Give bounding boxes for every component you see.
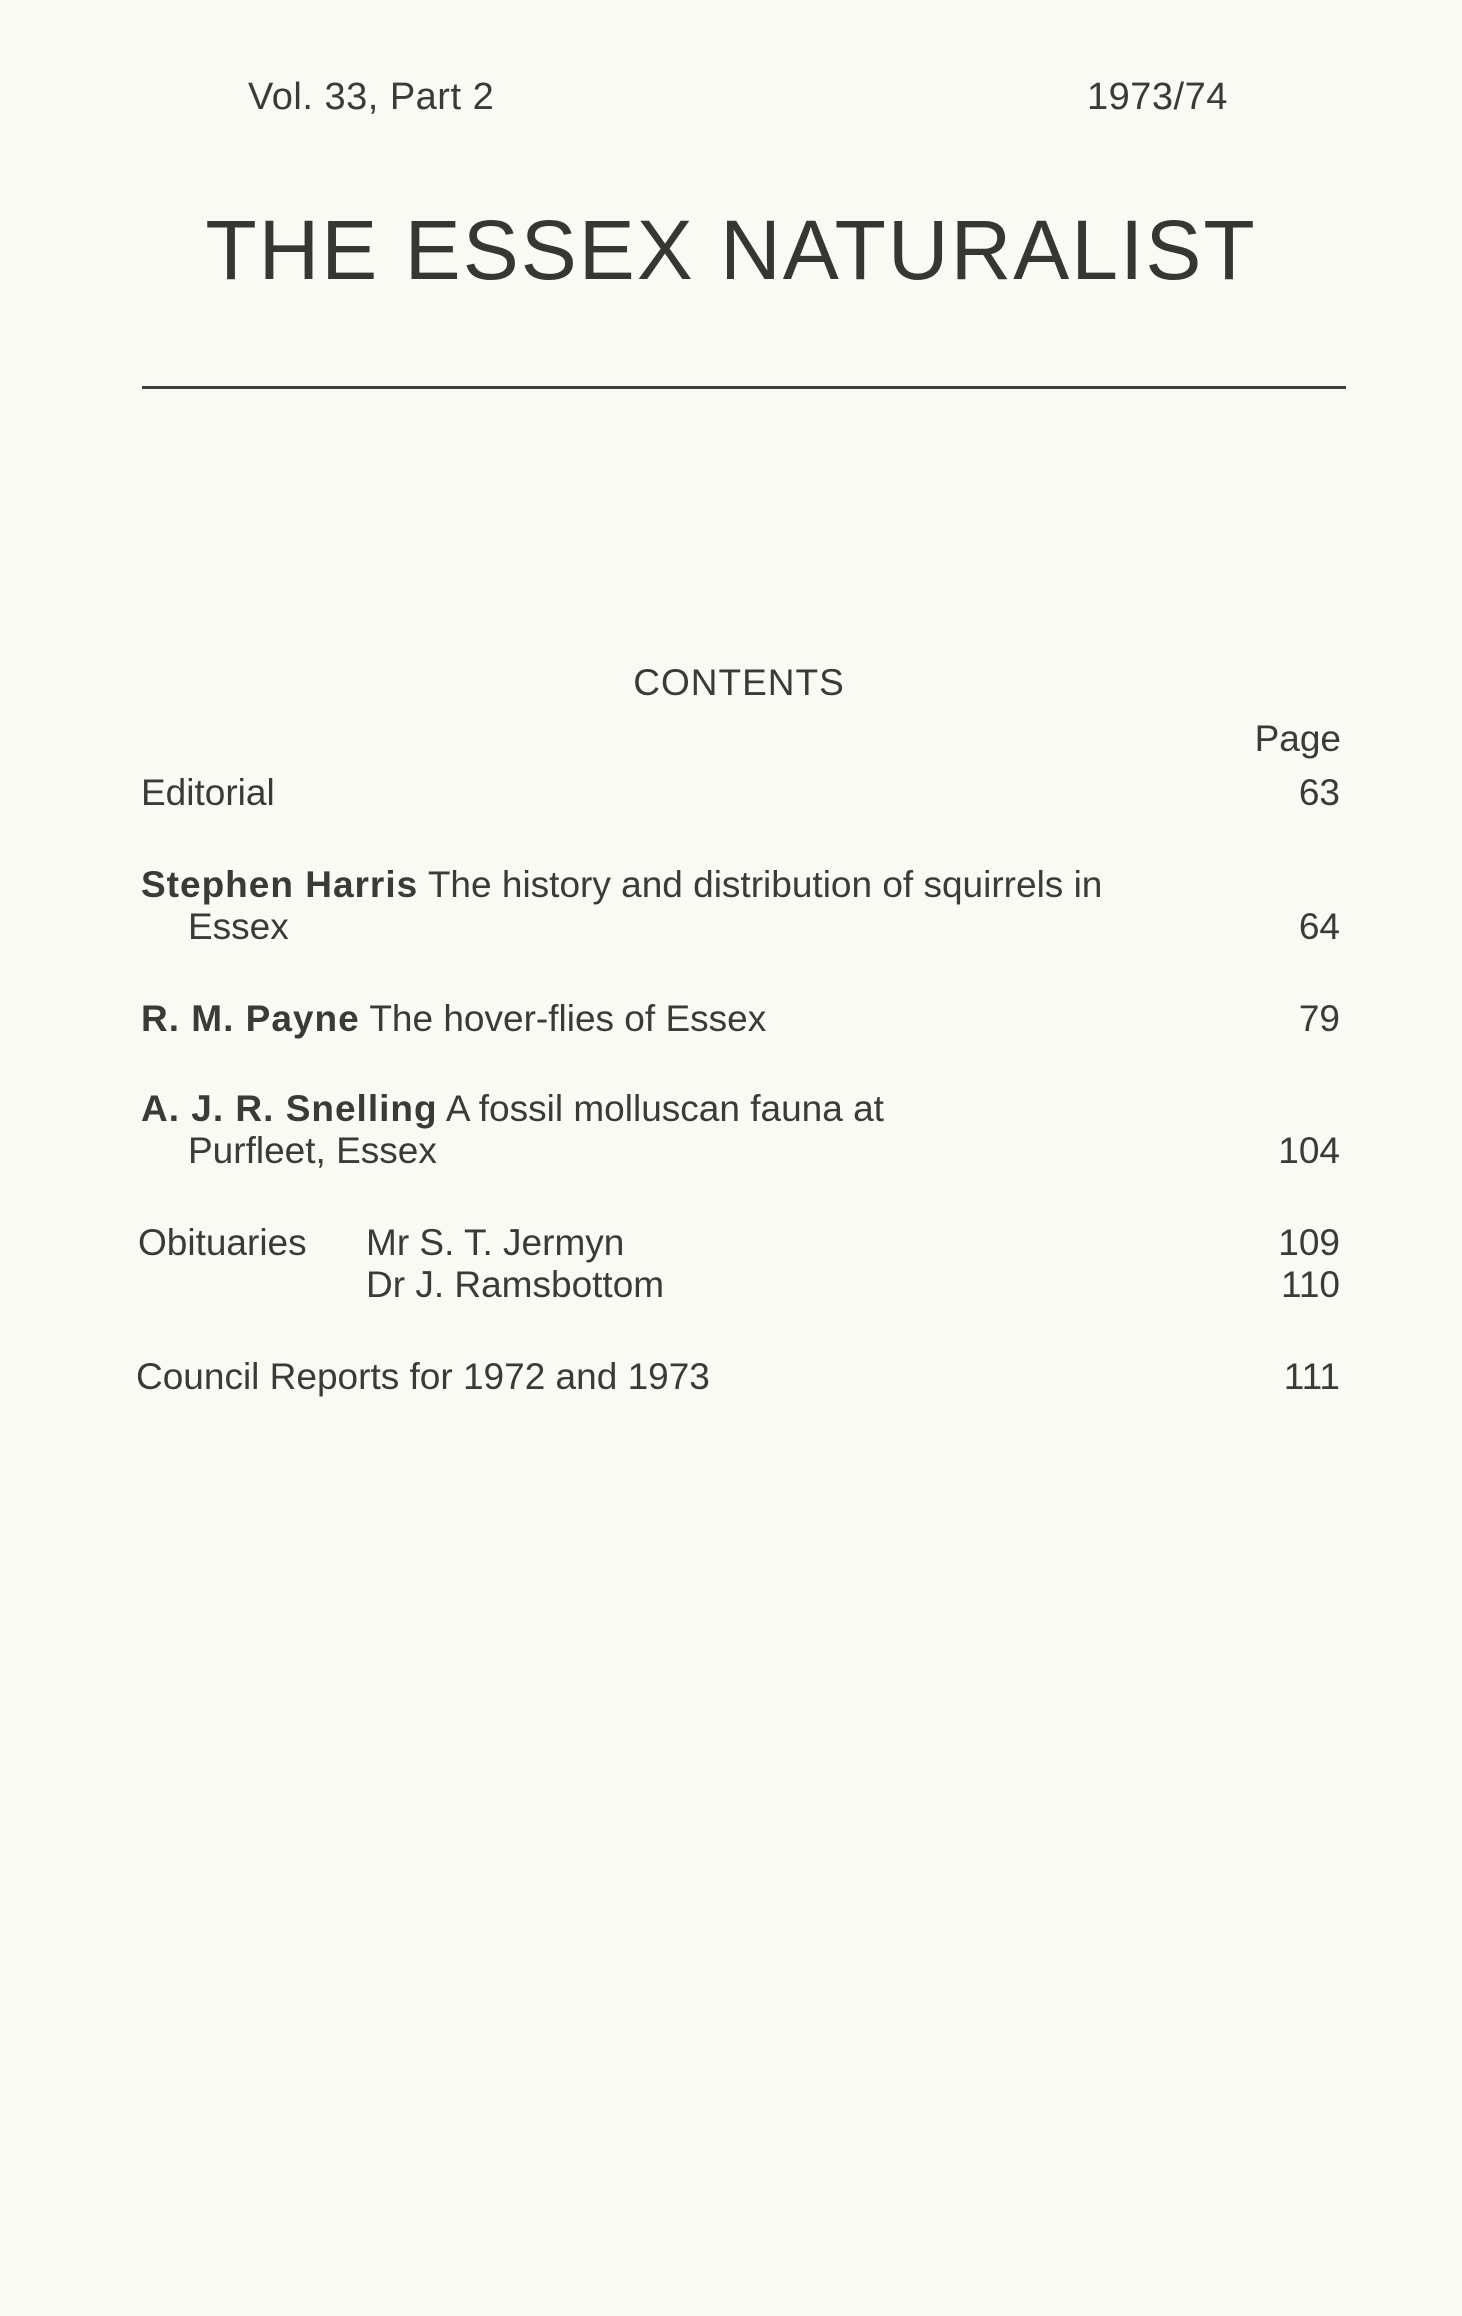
toc-entry-editorial [141, 772, 275, 814]
toc-entry-title-continued: Purfleet, Essex [188, 1130, 437, 1171]
year-label: 1973/74 [1087, 76, 1228, 118]
toc-entry-title: A fossil molluscan fauna at [445, 1088, 884, 1129]
toc-entry-author: A. J. R. Snelling [141, 1088, 438, 1129]
toc-page-number: 63 [1298, 772, 1340, 813]
obituary-name: Mr S. T. Jermyn [366, 1222, 625, 1263]
toc-entry-payne [141, 998, 766, 1040]
toc-entry-snelling [141, 1088, 884, 1172]
toc-page-number: 110 [1281, 1264, 1340, 1305]
toc-page-number: 111 [1283, 1356, 1340, 1397]
toc-entry-harris [141, 864, 1102, 948]
obituaries-label: Obituaries [138, 1222, 307, 1263]
journal-title: THE ESSEX NATURALIST [205, 203, 1257, 297]
toc-entry-council-reports: Council Reports for 1972 and 1973 [136, 1356, 710, 1397]
contents-heading: CONTENTS [633, 662, 845, 703]
toc-entry-author: R. M. Payne [141, 998, 360, 1039]
toc-entry-title: The hover-flies of Essex [369, 998, 767, 1039]
toc-page-number: 109 [1278, 1222, 1340, 1263]
title-divider [142, 386, 1346, 389]
volume-label: Vol. 33, Part 2 [248, 76, 495, 118]
toc-page-number: 79 [1298, 998, 1340, 1039]
toc-entry-title: The history and distribution of squirrels in [427, 864, 1103, 905]
page-column-label: Page [1254, 718, 1341, 759]
toc-page-number: 64 [1298, 906, 1340, 947]
obituary-name: Dr J. Ramsbottom [366, 1264, 665, 1305]
toc-entry-title: Editorial [141, 772, 275, 813]
toc-entry-title-continued: Essex [188, 906, 289, 947]
toc-page-number: 104 [1278, 1130, 1340, 1171]
toc-entry-author: Stephen Harris [141, 864, 419, 905]
